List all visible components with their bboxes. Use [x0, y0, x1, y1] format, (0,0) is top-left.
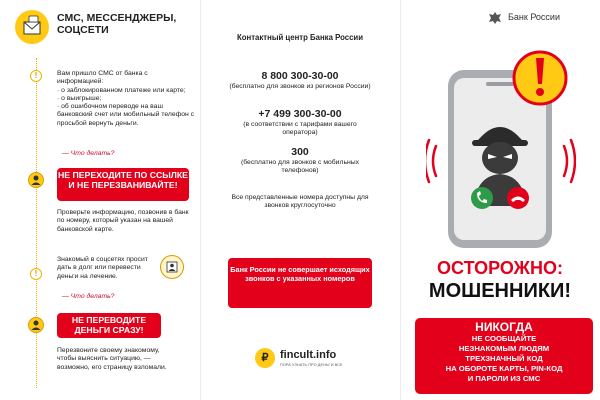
warning-no-link-box: НЕ ПЕРЕХОДИТЕ ПО ССЫЛКЕ И НЕ ПЕРЕЗВАНИВАЙТЕ! [57, 168, 189, 201]
sms-item: · о заблокированном платеже или карте; [57, 86, 186, 94]
sms-messengers-panel [0, 0, 200, 400]
what-to-do-label: — Что делать? [62, 293, 115, 300]
bank-name: Банк России [508, 12, 560, 22]
sms-envelope-icon [15, 10, 49, 44]
phone-number: +7 499 300-30-00 [258, 108, 342, 120]
contact-center-title: Контактный центр Банка России [237, 33, 363, 42]
phone-note: (бесплатно для звонков из регионов России) [229, 83, 371, 90]
never-share-box [415, 318, 593, 394]
warning-panel [400, 0, 600, 400]
phone-note: (бесплатно для звонков с мобильных телефонов) [240, 159, 360, 175]
never-title: НИКОГДА [475, 320, 533, 334]
what-to-do-label: — Что делать? [62, 150, 115, 157]
person-icon [28, 317, 44, 333]
sms-item: · о выигрыше; [57, 94, 102, 102]
never-line: И ПАРОЛИ ИЗ СМС [467, 374, 541, 383]
never-line: НЕ СООБЩАЙТЕ [471, 334, 537, 343]
sms-scam-description [57, 70, 195, 128]
phone-note: (в соответствии с тарифами вашего оператора) [243, 121, 357, 137]
fincult-site: fincult.info [280, 349, 337, 361]
contact-center-panel [200, 0, 400, 400]
scam-phone-illustration [426, 46, 576, 256]
warning-no-transfer-box: НЕ ПЕРЕВОДИТЕ ДЕНЬГИ СРАЗУ! [57, 313, 161, 338]
no-outgoing-calls-notice: Банк России не совершает исходящих звонков с указанных номеров [228, 258, 372, 308]
advice-call-bank: Проверьте информацию, позвонив в банк по номеру, который указан на вашей банковской карте. [57, 209, 189, 233]
phone-number: 8 800 300-30-00 [261, 70, 339, 82]
phone-number: 300 [291, 146, 309, 158]
timeline-line [36, 58, 37, 388]
never-line: НЕЗНАКОМЫМ ЛЮДЯМ [458, 344, 550, 353]
warning-title-line2: МОШЕННИКИ! [428, 280, 572, 302]
fincult-tagline: ПОРА УЗНАТЬ ПРО ДЕНЬГИ ВСЕ [280, 363, 343, 367]
alert-icon: ! [30, 268, 42, 280]
alert-icon: ! [30, 70, 42, 82]
person-icon [28, 172, 44, 188]
section-title: СМС, МЕССЕНДЖЕРЫ, СОЦСЕТИ [57, 12, 177, 36]
ruble-logo-icon: ₽ [255, 348, 275, 368]
sms-item: · об ошибочном переводе на ваш банковский счет или мобильный телефон с просьбой вернуть деньги. [57, 103, 195, 127]
social-profile-icon [160, 255, 184, 279]
never-line: НА ОБОРОТЕ КАРТЫ, PIN-КОД [445, 364, 563, 373]
never-line: ТРЕХЗНАЧНЫЙ КОД [465, 354, 543, 363]
bank-eagle-icon [487, 10, 503, 26]
warning-title-line1: ОСТОРОЖНО: [437, 258, 563, 278]
advice-call-friend: Перезвоните своему знакомому, чтобы выяснить ситуацию, — возможно, его страницу взломали. [57, 347, 167, 371]
availability-note: Все представленные номера доступны для звонков круглосуточно [231, 194, 369, 210]
sms-intro: Вам пришло СМС от банка с информацией: [57, 70, 148, 86]
social-scam-description: Знакомый в соцсетях просит дать в долг или перевести деньги на лечение. [57, 256, 148, 280]
